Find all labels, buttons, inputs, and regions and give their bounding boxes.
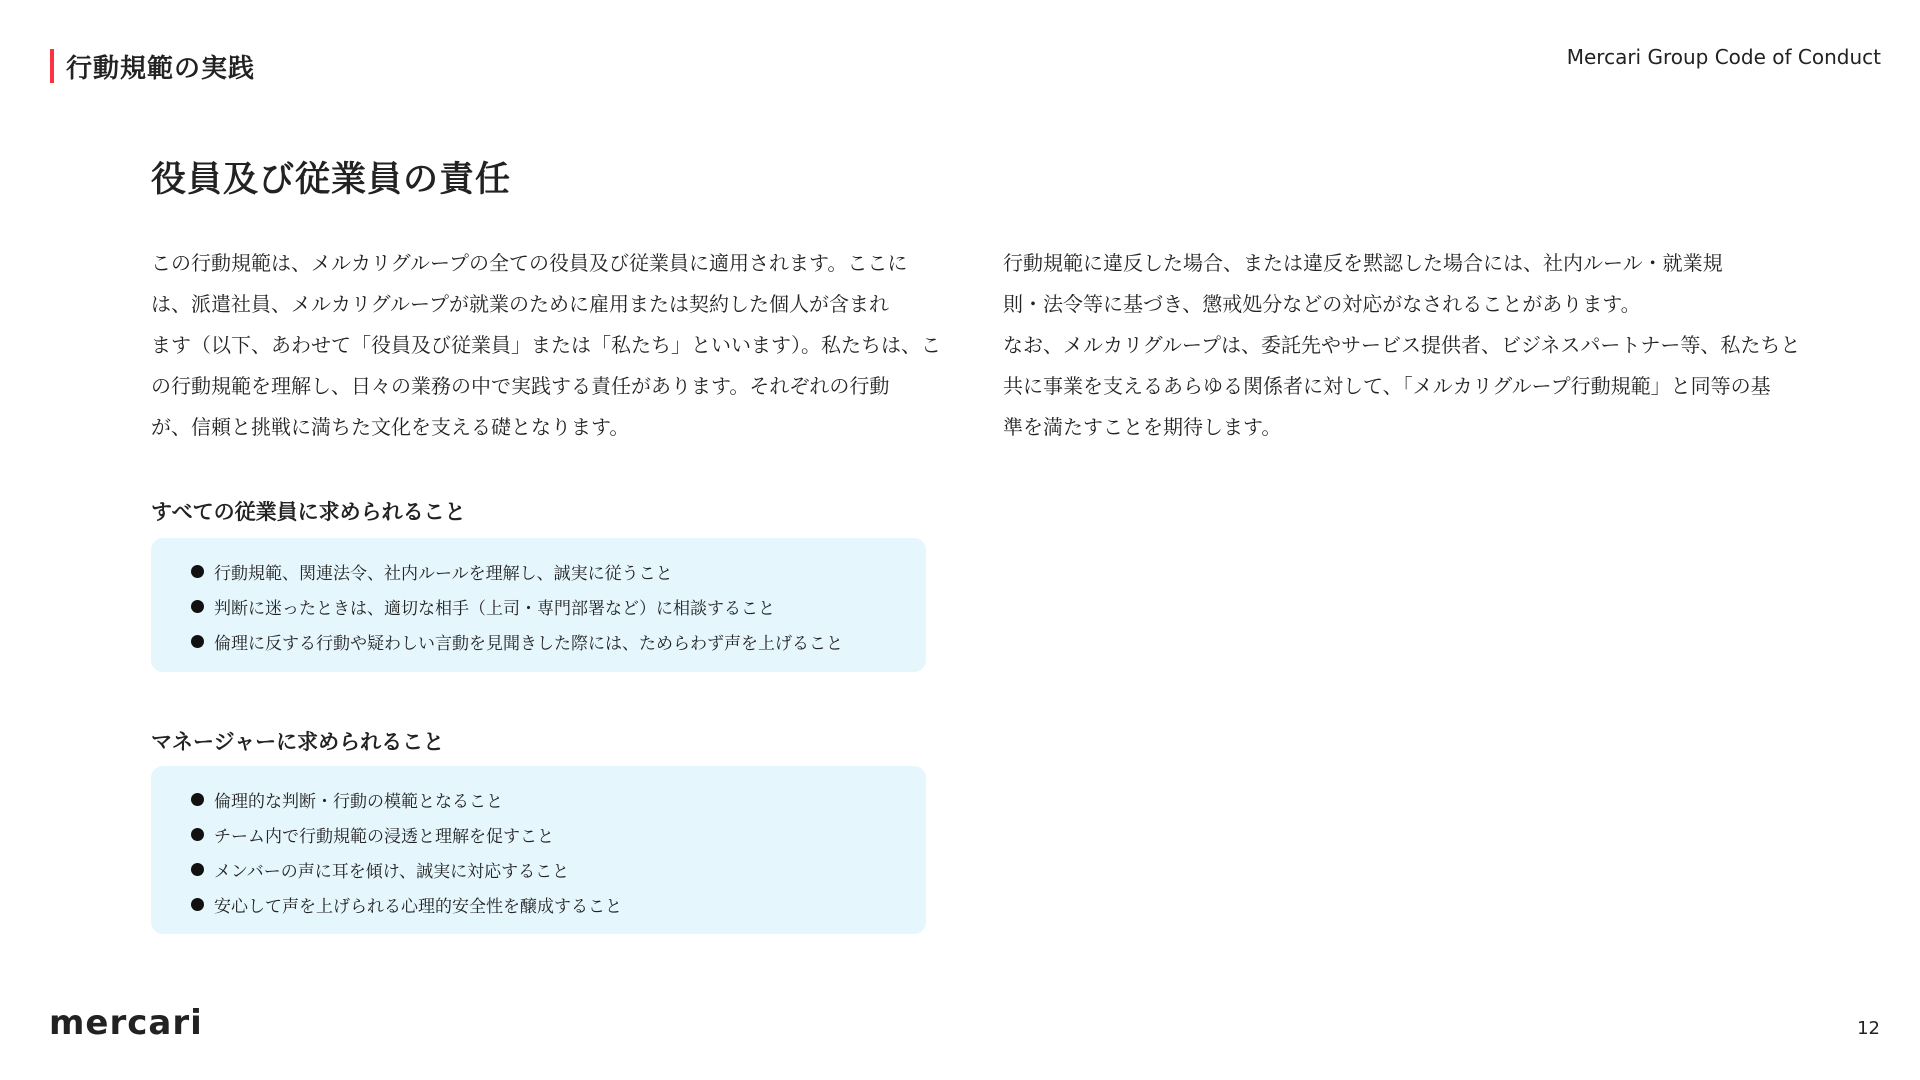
list-item — [191, 624, 926, 659]
bullet-icon — [191, 828, 204, 841]
all-employees-heading: すべての従業員に求められること — [151, 500, 466, 524]
bullet-icon — [191, 898, 204, 911]
page-number: 12 — [1857, 1018, 1880, 1039]
managers-heading: マネージャーに求められること — [151, 730, 445, 754]
right-paragraph-line: 行動規範に違反した場合、または違反を黙認した場合には、社内ルール・就業規 — [1003, 251, 1723, 275]
right-paragraph-line: なお、メルカリグループは、委託先やサービス提供者、ビジネスパートナー等、私たちと — [1003, 333, 1801, 357]
mercari-logo: mercari — [49, 1003, 203, 1043]
page-title: 役員及び従業員の責任 — [151, 160, 512, 200]
left-paragraph-line: ます（以下、あわせて「役員及び従業員」または「私たち」といいます）。私たちは、こ — [151, 333, 941, 357]
list-item-text: 判断に迷ったときは、適切な相手（上司・専門部署など）に相談すること — [214, 599, 775, 619]
list-item-text: 行動規範、関連法令、社内ルールを理解し、誠実に従うこと — [214, 564, 673, 584]
list-item — [191, 887, 926, 922]
right-paragraph — [1003, 243, 1801, 448]
section-label — [50, 48, 255, 84]
bullet-icon — [191, 635, 204, 648]
list-item-text: 倫理的な判断・行動の模範となること — [214, 792, 503, 812]
left-paragraph-line: は、派遣社員、メルカリグループが就業のために雇用または契約した個人が含まれ — [151, 292, 889, 316]
document-title: Mercari Group Code of Conduct — [1566, 45, 1881, 69]
right-paragraph-line: 則・法令等に基づき、懲戒処分などの対応がなされることがあります。 — [1003, 292, 1641, 316]
right-paragraph-line: 共に事業を支えるあらゆる関係者に対して、「メルカリグループ行動規範」と同等の基 — [1003, 374, 1771, 398]
list-item — [191, 852, 926, 887]
section-accent-bar — [50, 49, 54, 83]
bullet-icon — [191, 600, 204, 613]
all-employees-list — [191, 554, 926, 659]
bullet-icon — [191, 863, 204, 876]
list-item-text: メンバーの声に耳を傾け、誠実に対応すること — [214, 862, 570, 882]
left-paragraph — [151, 243, 941, 448]
list-item-text: チーム内で行動規範の浸透と理解を促すこと — [214, 827, 554, 847]
list-item — [191, 554, 926, 589]
right-paragraph-line: 準を満たすことを期待します。 — [1003, 415, 1282, 439]
list-item — [191, 782, 926, 817]
left-paragraph-line: が、信頼と挑戦に満ちた文化を支える礎となります。 — [151, 415, 630, 439]
managers-list — [191, 782, 926, 922]
left-paragraph-line: この行動規範は、メルカリグループの全ての役員及び従業員に適用されます。ここに — [151, 251, 908, 275]
bullet-icon — [191, 565, 204, 578]
bullet-icon — [191, 793, 204, 806]
section-label-text: 行動規範の実践 — [66, 53, 256, 84]
list-item — [191, 589, 926, 624]
all-employees-box — [151, 538, 926, 672]
list-item-text: 安心して声を上げられる心理的安全性を醸成すること — [214, 897, 622, 917]
managers-box — [151, 766, 926, 934]
list-item — [191, 817, 926, 852]
list-item-text: 倫理に反する行動や疑わしい言動を見聞きした際には、ためらわず声を上げること — [214, 634, 843, 654]
left-paragraph-line: の行動規範を理解し、日々の業務の中で実践する責任があります。それぞれの行動 — [151, 374, 890, 398]
